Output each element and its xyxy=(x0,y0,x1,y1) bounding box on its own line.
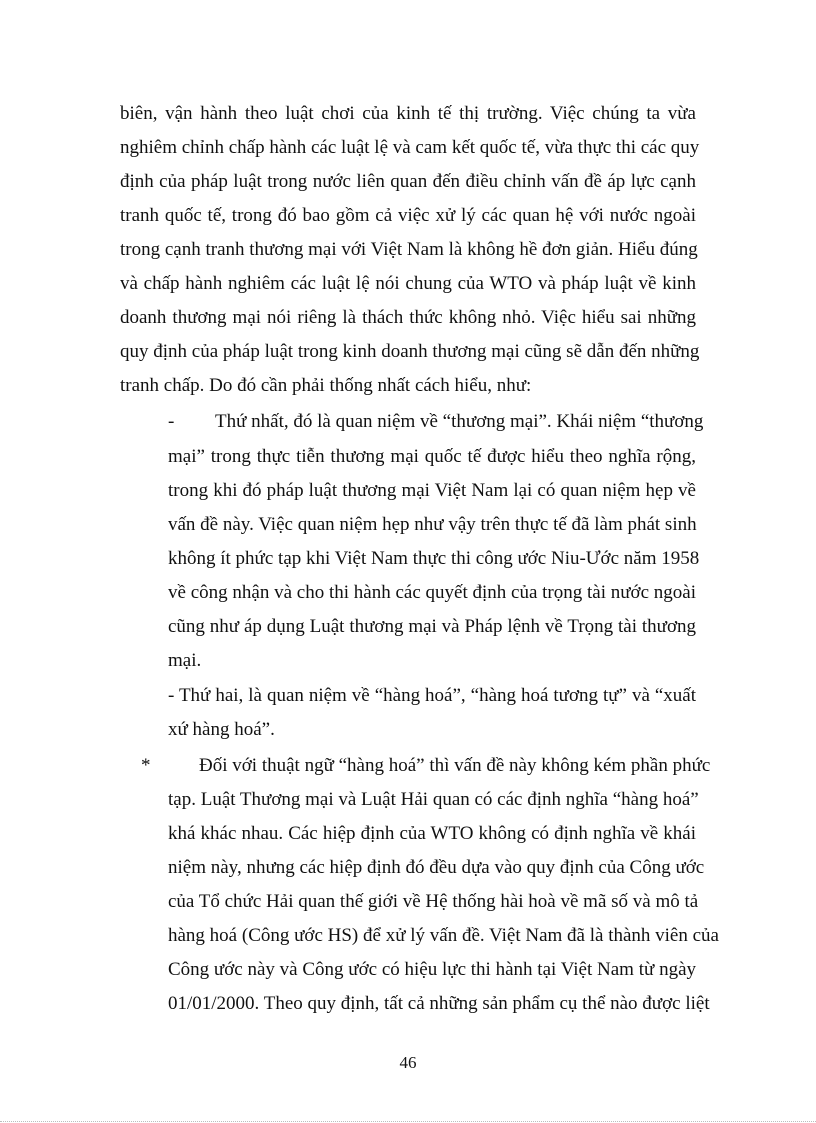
paragraph-line: quy định của pháp luật trong kinh doanh thương mại cũng sẽ dẫn đến những xyxy=(120,341,700,362)
star-marker: * xyxy=(141,755,151,776)
star-line: Công ước này và Công ước có hiệu lực thi hành tại Việt Nam từ ngày xyxy=(168,959,696,980)
bullet-line: trong khi đó pháp luật thương mại Việt Nam lại có quan niệm hẹp về xyxy=(168,480,696,501)
bullet-line: cũng như áp dụng Luật thương mại và Pháp lệnh về Trọng tài thương xyxy=(168,616,696,637)
star-line: niệm này, nhưng các hiệp định đó đều dựa vào quy định của Công ước xyxy=(168,857,705,878)
star-line: hàng hoá (Công ước HS) để xử lý vấn đề. Việt Nam đã là thành viên của xyxy=(168,925,719,946)
star-line: khá khác nhau. Các hiệp định của WTO không có định nghĩa về khái xyxy=(168,823,696,844)
bullet-line: mại” trong thực tiễn thương mại quốc tế được hiểu theo nghĩa rộng, xyxy=(168,446,696,467)
bullet-line: mại. xyxy=(168,650,202,671)
star-line: 01/01/2000. Theo quy định, tất cả những sản phẩm cụ thể nào được liệt xyxy=(168,993,710,1014)
bullet-line: xứ hàng hoá”. xyxy=(168,719,275,740)
star-line: tạp. Luật Thương mại và Luật Hải quan có các định nghĩa “hàng hoá” xyxy=(168,789,699,810)
bullet-first-line: - Thứ hai, là quan niệm về “hàng hoá”, “hàng hoá tương tự” và “xuất xyxy=(168,685,696,706)
bullet-line: về công nhận và cho thi hành các quyết định của trọng tài nước ngoài xyxy=(168,582,696,603)
page-bottom-border xyxy=(0,1121,816,1122)
bullet-marker: - xyxy=(168,411,175,432)
bullet-line: không ít phức tạp khi Việt Nam thực thi công ước Niu-Ước năm 1958 xyxy=(168,548,700,569)
bullet-first-line: Thứ nhất, đó là quan niệm về “thương mại”. Khái niệm “thương xyxy=(215,411,704,432)
paragraph-line: doanh thương mại nói riêng là thách thức không nhỏ. Việc hiểu sai những xyxy=(120,307,696,328)
paragraph-line: nghiêm chỉnh chấp hành các luật lệ và cam kết quốc tế, vừa thực thi các quy xyxy=(120,137,700,158)
paragraph-line: tranh quốc tế, trong đó bao gồm cả việc xử lý các quan hệ với nước ngoài xyxy=(120,205,696,226)
page-number: 46 xyxy=(399,1053,417,1072)
star-line: của Tổ chức Hải quan thế giới về Hệ thống hài hoà về mã số và mô tả xyxy=(168,891,699,912)
paragraph-line: và chấp hành nghiêm các luật lệ nói chung của WTO và pháp luật về kinh xyxy=(120,273,696,294)
paragraph-line: định của pháp luật trong nước liên quan đến điều chỉnh vấn đề áp lực cạnh xyxy=(120,171,696,192)
paragraph-line: tranh chấp. Do đó cần phải thống nhất cách hiểu, như: xyxy=(120,375,532,396)
paragraph-line: trong cạnh tranh thương mại với Việt Nam là không hề đơn giản. Hiểu đúng xyxy=(120,239,698,260)
paragraph-line: biên, vận hành theo luật chơi của kinh tế thị trường. Việc chúng ta vừa xyxy=(120,103,696,124)
bullet-line: vấn đề này. Việc quan niệm hẹp như vậy trên thực tế đã làm phát sinh xyxy=(168,514,697,535)
star-first-line: Đối với thuật ngữ “hàng hoá” thì vấn đề này không kém phần phức xyxy=(199,755,711,776)
